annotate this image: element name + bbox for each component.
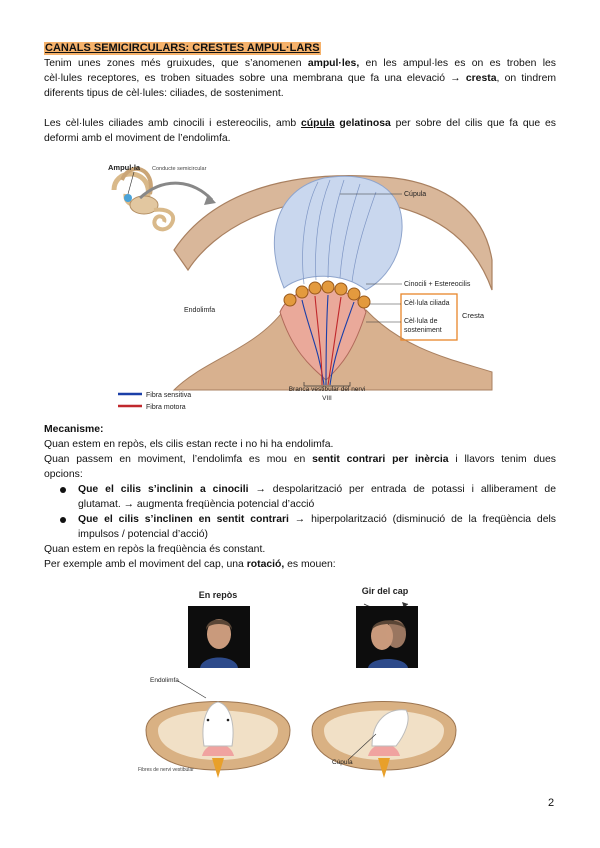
bullet-dot — [60, 487, 66, 493]
para2-line2: deformi amb el moviment de l’endolimfa. — [44, 133, 231, 144]
label-cupula: Cúpula — [404, 191, 427, 198]
bold-term: ampul·les, — [307, 58, 360, 69]
bullet1-line2: glutamat. → augmenta freqüència potencial d’acció — [78, 499, 315, 510]
bullet-dot — [60, 517, 66, 523]
bullet2-line1 — [78, 512, 556, 527]
legend-motor: Fibra motora — [146, 404, 186, 411]
label-nerve-branch-2: VIII — [322, 395, 332, 402]
label-vestibular-fibres: Fibres de nervi vestibular — [138, 767, 194, 773]
bullet1-line1 — [78, 482, 556, 497]
bold-term: → cresta — [450, 73, 497, 84]
para1-line3: diferents tipus de cèl·lules: ciliades, de sosteniment. — [44, 88, 284, 99]
bold-term: gelatinosa — [334, 118, 391, 129]
label-cupula-2: Cúpula — [332, 759, 353, 766]
text: Quan passem en moviment, l’endolimfa es mou en — [44, 454, 313, 465]
label-hair-cell: Cèl·lula ciliada — [404, 300, 450, 307]
label-rest: En repòs — [198, 590, 238, 600]
label-crest: Cresta — [462, 311, 485, 320]
para1-line1 — [44, 56, 556, 71]
bold-term: rotació, — [246, 559, 285, 570]
mechanism-title: Mecanisme: — [44, 424, 104, 435]
head-rotation-figure — [136, 580, 466, 780]
legend-sensitive: Fibra sensitiva — [146, 392, 192, 399]
text: Tenim unes zones més gruixudes, que s’anomenen — [44, 58, 308, 69]
text: Per exemple amb el moviment del cap, una — [44, 559, 247, 570]
para1-line2 — [44, 71, 556, 86]
bold-term: Que el cilis s’inclinin a cinocili — [78, 484, 249, 495]
ampullary-crest-figure — [104, 150, 494, 415]
bullet2-line2: impulsos / potencial d’acció) — [78, 529, 208, 540]
text: Les cèl·lules ciliades amb cinocili i estereocilis, amb — [44, 118, 302, 129]
label-endolymph: Endolimfa — [184, 307, 216, 314]
inset-label: Ampul·la — [108, 163, 141, 172]
mechanism-line2 — [44, 452, 556, 467]
para2-line1 — [44, 116, 556, 131]
bold-term: Que el cilis s’inclinen en sentit contrari — [78, 514, 289, 525]
label-endolymph-2: Endolimfa — [150, 677, 179, 684]
text: i llavors tenim dues — [448, 454, 557, 465]
inset-sublabel: Conducte semicircular — [152, 166, 207, 172]
mechanism-line5 — [44, 557, 556, 572]
label-support-cell-2: sosteniment — [404, 327, 442, 334]
text: es mouen: — [284, 559, 336, 570]
text: , on tindrem — [496, 73, 557, 84]
bold-term: sentit contrari per inèrcia — [312, 454, 449, 465]
text: → hiperpolarització (disminució de la freqüència dels — [288, 514, 556, 525]
label-head-turn: Gir del cap — [361, 586, 409, 596]
mechanism-line4: Quan estem en repòs la freqüència és constant. — [44, 544, 266, 555]
text: per sobre del cilis que fa que es — [390, 118, 556, 129]
text: → despolarització per entrada de potassi i alliberament de — [248, 484, 556, 495]
text: en les ampul·les es on es troben les — [359, 58, 556, 69]
text: cèl·lules receptores, es troben situades sobre una membrana que fa una elevació — [44, 73, 451, 84]
page-number: 2 — [548, 797, 555, 809]
cupula — [274, 176, 402, 290]
mechanism-line3: opcions: — [44, 469, 83, 480]
label-nerve-branch-1: Branca vestibular del nervi — [288, 386, 366, 393]
ampulla-head-turn — [312, 702, 456, 779]
section-heading: CANALS SEMICIRCULARS: CRESTES AMPUL·LARS — [45, 42, 320, 54]
bold-term: cúpula — [301, 118, 335, 129]
label-cinocili: Cinocili + Estereocilis — [404, 281, 471, 288]
mechanism-line1: Quan estem en repòs, els cilis estan recte i no hi ha endolimfa. — [44, 439, 334, 450]
label-support-cell-1: Cèl·lula de — [404, 318, 438, 325]
